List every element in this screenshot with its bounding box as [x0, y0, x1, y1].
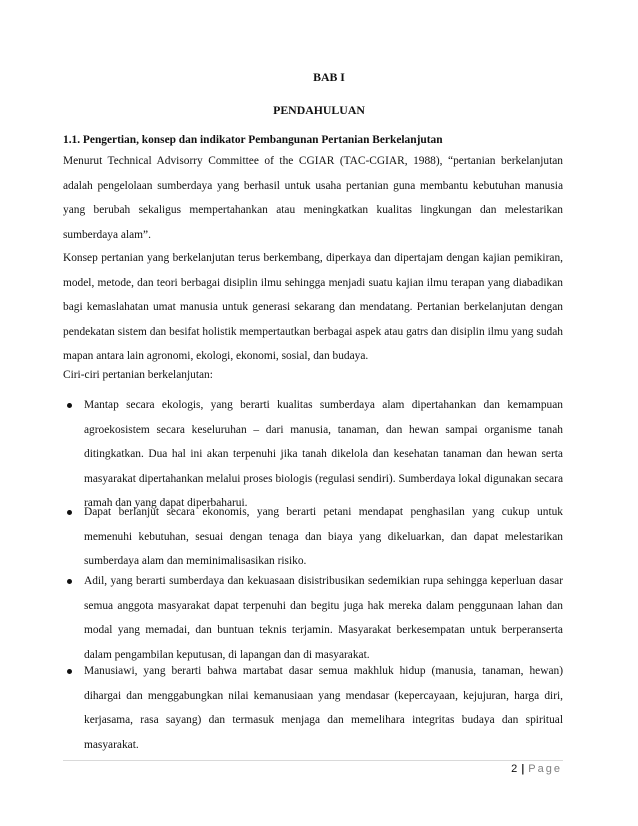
- bullet-list: [63, 393, 563, 516]
- page-number: 2: [511, 763, 518, 775]
- list-item: [63, 659, 563, 757]
- list-item: [63, 500, 563, 574]
- list-item: [63, 393, 563, 516]
- bullet-icon: [67, 510, 72, 515]
- list-item-text: Adil, yang berarti sumberdaya dan kekuasaan disistribusikan sedemikian rupa sehingga keperluan dasar semua anggota masyarakat dapat terpenuhi dan begitu juga hak mereka dalam penggunaan lahan dan modal yang memadai, dan buntuan teknis terjamin. Masyarakat berkesempatan untuk berperanserta dalam pengambilan keputusan, di lapangan dan di masyarakat.: [84, 575, 563, 661]
- paragraph-definition: Menurut Technical Advisorry Committee of the CGIAR (TAC-CGIAR, 1988), “pertanian berkelanjutan adalah pengelolaan sumberdaya yang berhasil untuk usaha pertanian guna membantu kebutuhan manusia yang berubah sekaligus mempertahankan atau meningkatkan kualitas lingkungan dan melestarikan sumberdaya alam”.: [63, 155, 563, 241]
- bullet-icon: [67, 403, 72, 408]
- paragraph-characteristics-intro: Ciri-ciri pertanian berkelanjutan:: [63, 369, 213, 381]
- page-footer: [511, 763, 562, 775]
- bullet-icon: [67, 579, 72, 584]
- list-item-text: Dapat berlanjut secara ekonomis, yang berarti petani mendapat penghasilan yang cukup untuk memenuhi kebutuhan, sesuai dengan tenaga dan biaya yang dikeluarkan, dan dapat melestarikan sumberdaya alam dan meminimalisasikan risiko.: [84, 506, 563, 567]
- paragraph-concept: Konsep pertanian yang berkelanjutan terus berkembang, diperkaya dan dipertajam dengan kajian pemikiran, model, metode, dan teori berbagai disiplin ilmu sehingga menjadi suatu kajian ilmu terapan yang diabadikan bagi kemaslahatan umat manusia untuk generasi sekarang dan mendatang. Pertanian berkelanjutan dengan pendekatan sistem dan besifat holistik mempertautkan berbagai aspek atau gatrs dan disiplin ilmu yang sudah mapan antara lain agronomi, ekologi, ekonomi, sosial, dan budaya.: [63, 252, 563, 362]
- chapter-label: BAB I: [313, 70, 345, 84]
- list-item-text: Mantap secara ekologis, yang berarti kualitas sumberdaya alam dipertahankan dan kemampuan agroekosistem secara keseluruhan – dari manusia, tanaman, dan hewan sampai organisme tanah ditingkatkan. Dua hal ini akan terpenuhi jika tanah dikelola dan kesehatan tanaman dan hewan serta masyarakat dipertahankan melalui proses biologis (regulasi sendiri). Sumberdaya lokal digunakan secara ramah dan yang dapat diperbaharui.: [84, 399, 563, 509]
- footer-separator: |: [521, 763, 525, 775]
- bullet-list: [63, 659, 563, 757]
- page-label: Page: [528, 763, 562, 775]
- bullet-list: [63, 569, 563, 667]
- bullet-icon: [67, 669, 72, 674]
- bullet-list: [63, 500, 563, 574]
- list-item: [63, 569, 563, 667]
- list-item-text: Manusiawi, yang berarti bahwa martabat dasar semua makhluk hidup (manusia, tanaman, hewan) dihargai dan menggabungkan nilai kemanusiaan yang mendasar (kepercayaan, kejujuran, harga diri, kerjasama, rasa sayang) dan termasuk menjaga dan memelihara integritas budaya dan spiritual masyarakat.: [84, 665, 563, 751]
- footer-divider: [63, 760, 563, 761]
- chapter-title: PENDAHULUAN: [273, 103, 365, 117]
- section-title: 1.1. Pengertian, konsep dan indikator Pembangunan Pertanian Berkelanjutan: [63, 134, 443, 146]
